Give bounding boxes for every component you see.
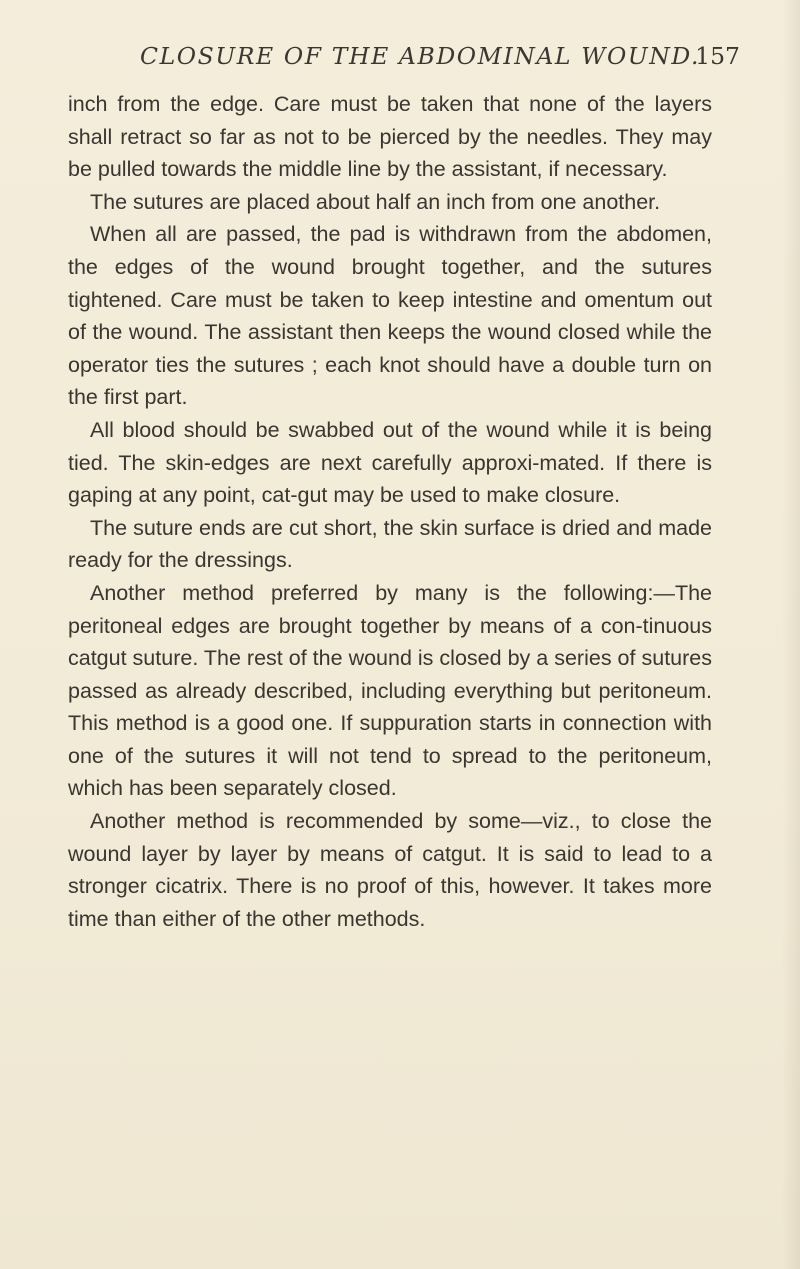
paragraph-layer-method: Another method is recommended by some—viz., to close the wound layer by layer by means of catgut. It is said to lead to a stronger cicatrix. There is no proof of this, however. It takes more time than either of the other methods. [68,809,712,931]
page-header [140,42,740,82]
running-head: CLOSURE OF THE ABDOMINAL WOUND. [140,42,701,70]
paragraph-blood-swabbing: All blood should be swabbed out of the wound while it is being tied. The skin-edges are next carefully approxi-mated. If there is gaping at any point, cat-gut may be used to make closure. [68,417,712,508]
paragraph-alternative-method: Another method preferred by many is the following:—The peritoneal edges are brought together by means of a con-tinuous catgut suture. The rest of the wound is closed by a series of sutures passed as already described, including everything but peritoneum. This method is a good one. If suppuration starts in connection with one of the sutures it will not tend to spread to the peritoneum, which has been separately closed. [68,580,712,801]
paragraph-suture-spacing: The sutures are placed about half an inch from one another. [90,189,661,214]
paragraph-suture-ends: The suture ends are cut short, the skin surface is dried and made ready for the dressings. [68,515,712,573]
page-number: 157 [695,42,740,70]
page-edge-shadow [782,0,800,1269]
body-text [68,88,712,935]
paragraph-continuation: inch from the edge. Care must be taken that none of the layers shall retract so far as not to be pierced by the needles. They may be pulled towards the middle line by the assistant, if necessary. [68,92,712,182]
paragraph-tying-sutures: When all are passed, the pad is withdrawn from the abdomen, the edges of the wound brought together, and the sutures tightened. Care must be taken to keep intestine and omentum out of the wound. The assistant then keeps the wound closed while the operator ties the sutures ; each knot should have a double turn on the first part. [68,222,712,410]
